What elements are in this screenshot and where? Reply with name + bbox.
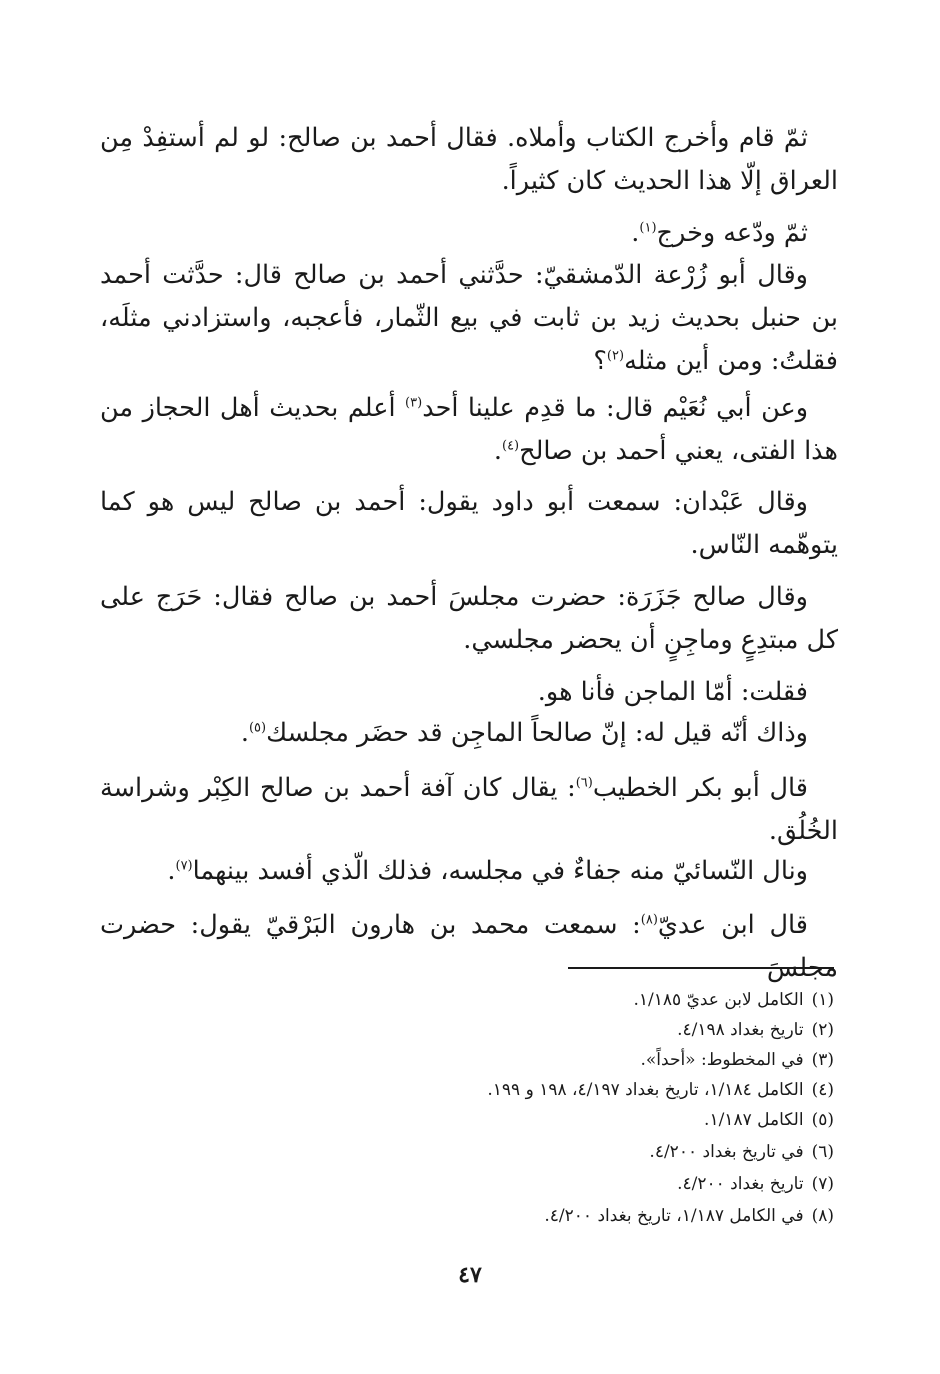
footnote-5: (٥)الكامل ١/١٨٧. [704, 1110, 834, 1130]
paragraph-9: قال أبو بكر الخطيب$^{(٦)}$: يقال كان آفة أحمد بن صالح الكِبْر وشراسة الخُلُق. [100, 773, 838, 846]
footnote-ref: (٧) [175, 858, 193, 874]
paragraph-8: وذاك أنّه قيل له: إنّ صالحاً الماجِن قد حضَر مجلسك$^{(٥)}$. [240, 718, 808, 748]
paragraph-7: فقلت: أمّا الماجن فأنا هو. [537, 677, 808, 707]
paragraph-6: وقال صالح جَزَرَة: حضرت مجلسَ أحمد بن صالح فقال: حَرَج على كل مبتدِعٍ وماجِنٍ أن يحضر مجلسي. [100, 582, 838, 655]
footnote-ref: (٢) [606, 348, 625, 364]
footnote-3: (٣)في المخطوط: «أحداً». [640, 1050, 834, 1070]
footnote-ref: (٣) [405, 395, 423, 411]
paragraph-11: قال ابن عديّ$^{(٨)}$: سمعت محمد بن هارون البَرْقيّ يقول: حضرت مجلسَ [100, 910, 838, 983]
footnote-6: (٦)في تاريخ بغداد ٤/٢٠٠. [649, 1142, 834, 1162]
footnote-divider [568, 967, 834, 969]
footnote-2: (٢)تاريخ بغداد ٤/١٩٨. [677, 1020, 834, 1040]
paragraph-5: وقال عَبْدان: سمعت أبو داود يقول: أحمد بن صالح ليس هو كما يتوهّمه النّاس. [100, 487, 838, 560]
footnote-ref: (١) [639, 220, 657, 236]
paragraph-3: وقال أبو زُرْعة الدّمشقيّ: حدَّثني أحمد بن صالح قال: حدَّثت أحمد بن حنبل بحديث زيد بن ثابت في بيع الثّمار، فأعجبه، واستزادني مثلَه، فقلتُ: ومن أين مثله$^{(٢)}$؟ [100, 260, 838, 376]
footnote-7: (٧)تاريخ بغداد ٤/٢٠٠. [677, 1174, 834, 1194]
footnote-1: (١)الكامل لابن عديّ ١/١٨٥. [633, 990, 834, 1010]
paragraph-2: ثمّ ودّعه وخرج$^{(١)}$. [631, 218, 808, 248]
footnote-8: (٨)في الكامل ١/١٨٧، تاريخ بغداد ٤/٢٠٠. [544, 1206, 834, 1226]
paragraph-1: ثمّ قام وأخرج الكتاب وأملاه. فقال أحمد بن صالح: لو لم أستفِدْ مِن العراق إلّا هذا الحديث كان كثيراً. [100, 123, 838, 196]
footnote-4: (٤)الكامل ١/١٨٤، تاريخ بغداد ٤/١٩٧، ١٩٨ و ١٩٩. [487, 1080, 834, 1100]
page-number: ٤٧ [458, 1262, 482, 1288]
footnote-ref: (٨) [640, 912, 658, 928]
paragraph-10: ونال النّسائيّ منه جفاءٌ في مجلسه، فذلك الّذي أفسد بينهما$^{(٧)}$. [167, 856, 808, 886]
paragraph-4: وعن أبي نُعَيْم قال: ما قدِم علينا أحد$^{(٣)}$ أعلم بحديث أهل الحجاز من هذا الفتى، يعني أحمد بن صالح$^{(٤)}$. [100, 393, 838, 466]
footnote-ref: (٥) [248, 720, 267, 736]
footnote-ref: (٤) [501, 438, 520, 454]
footnote-ref: (٦) [575, 775, 593, 791]
